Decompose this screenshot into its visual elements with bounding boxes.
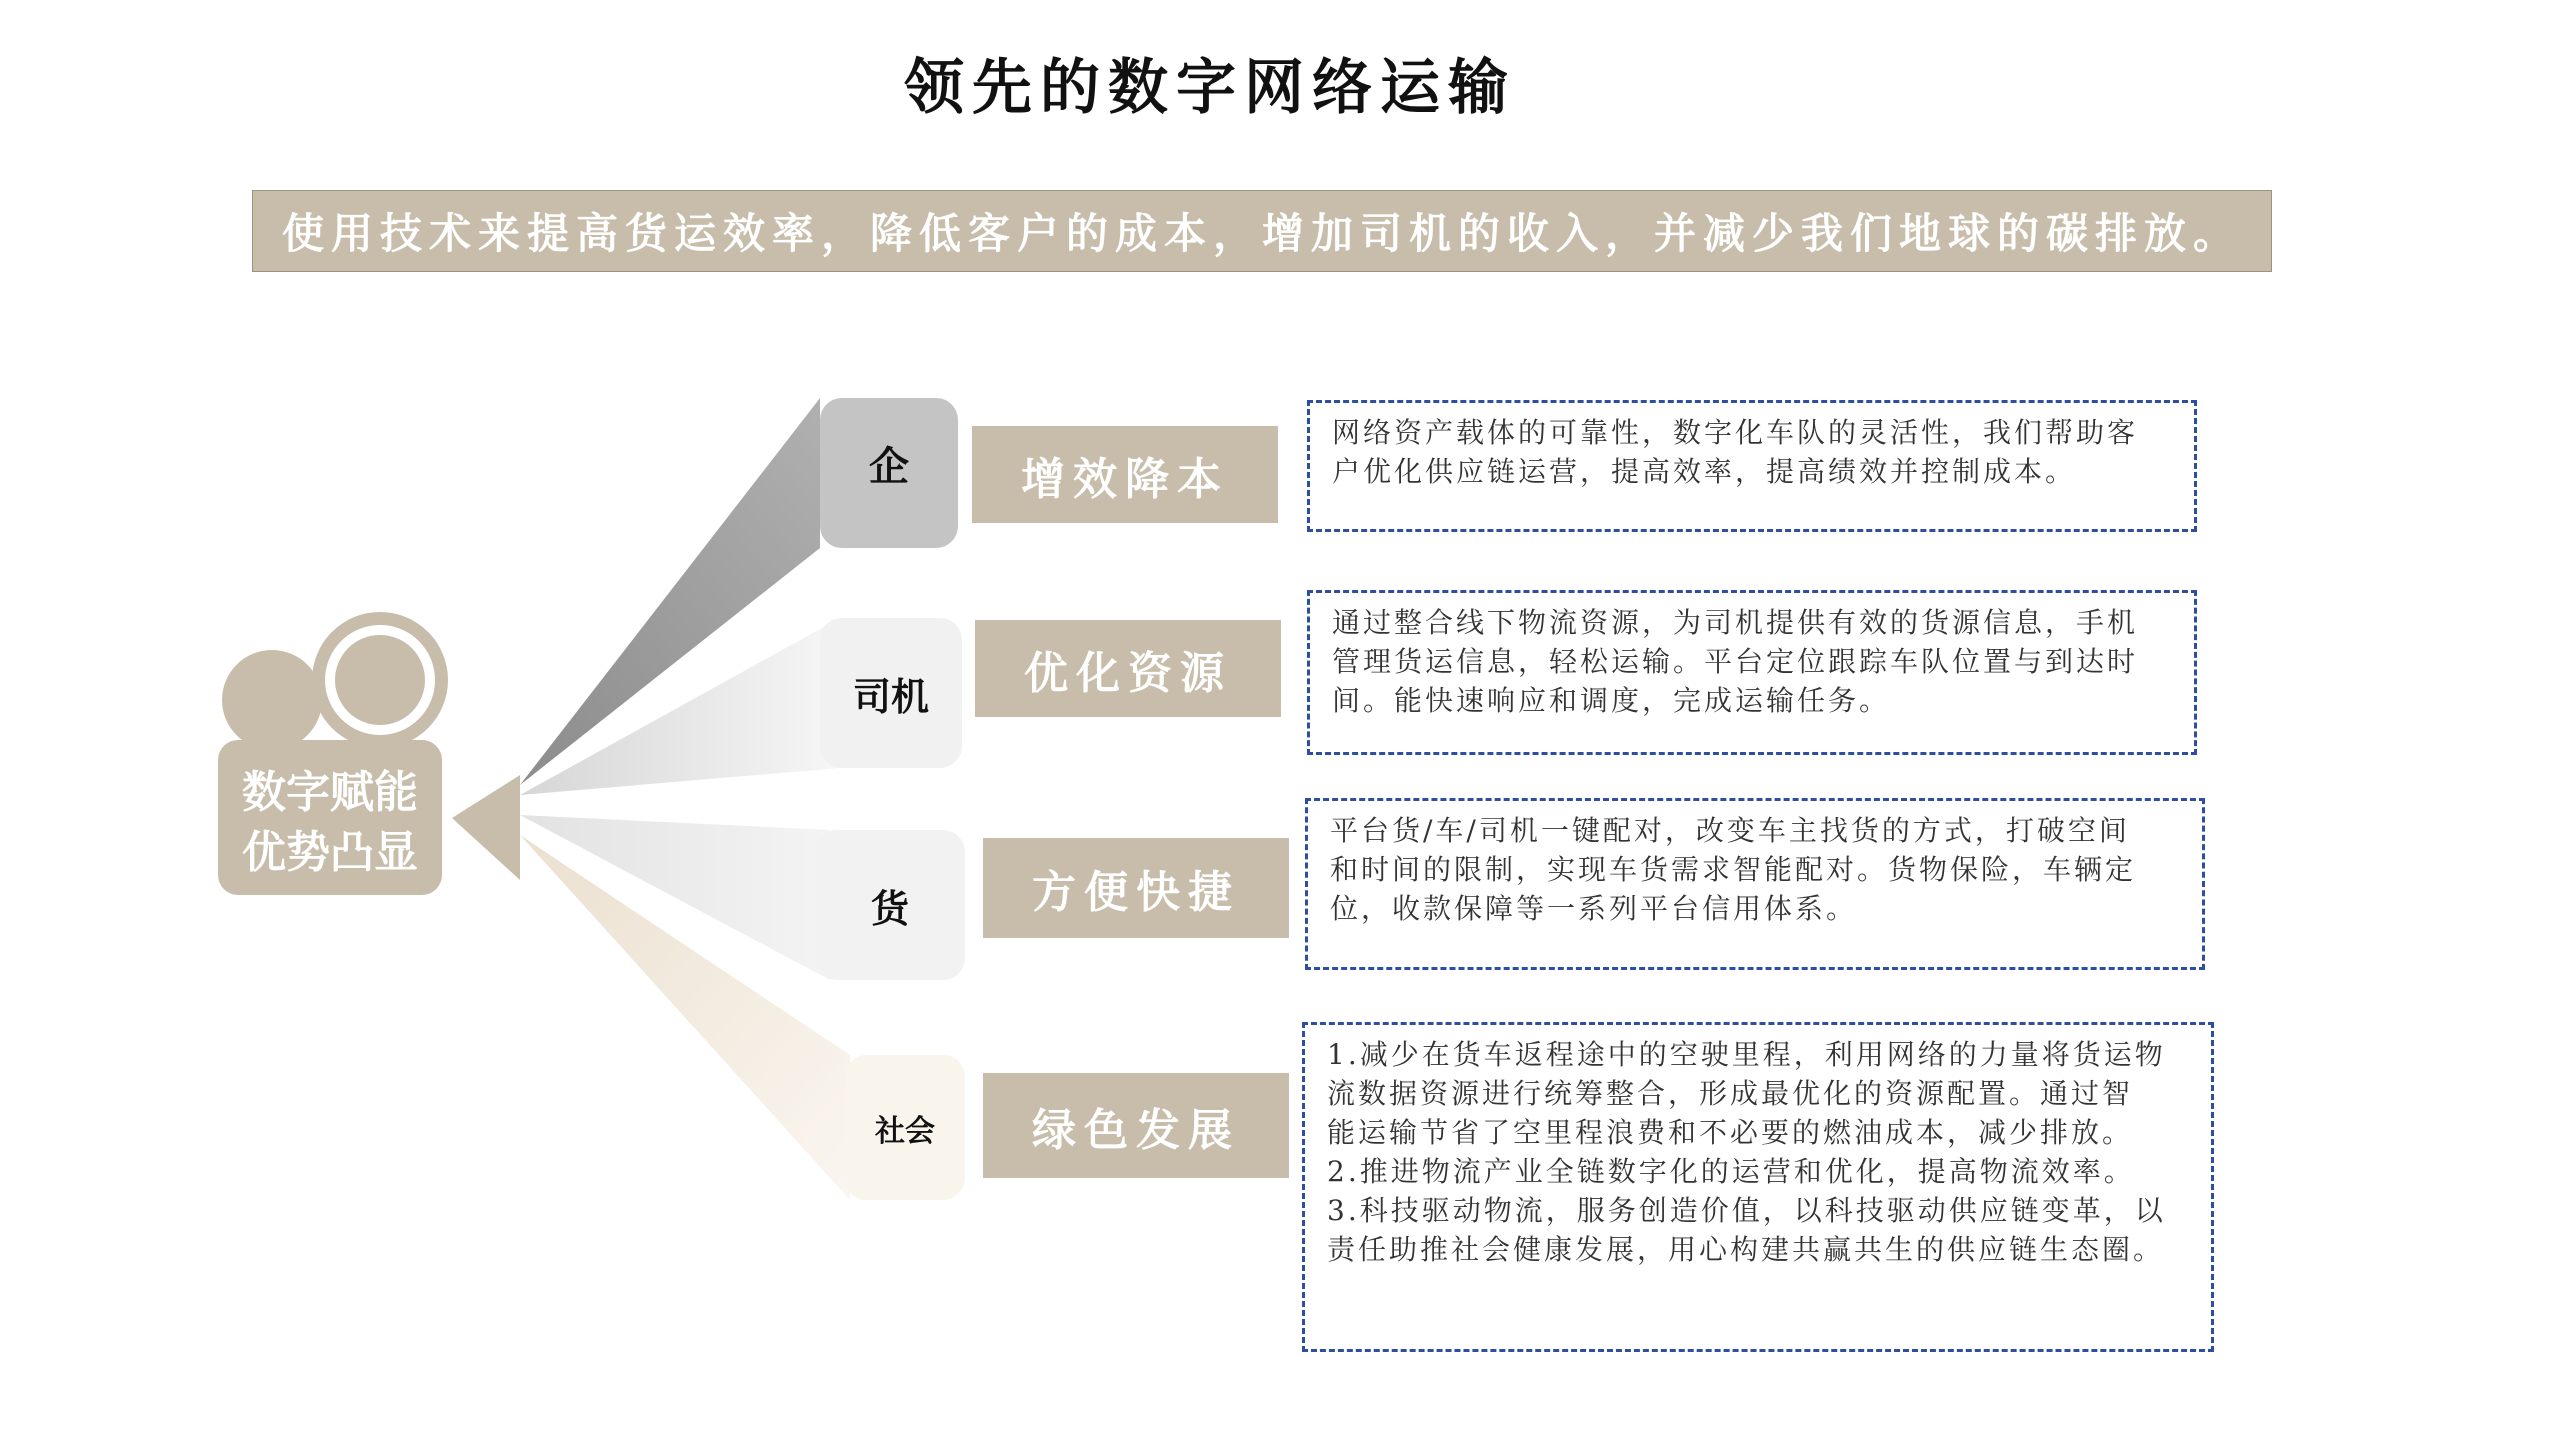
mission-banner: 使用技术来提高货运效率，降低客户的成本，增加司机的收入，并减少我们地球的碳排放。 xyxy=(252,190,2272,272)
keyword-driver: 优化资源 xyxy=(975,620,1281,717)
page-title: 领先的数字网络运输 xyxy=(904,53,1516,123)
keyword-goods: 方便快捷 xyxy=(983,838,1289,938)
hub-label xyxy=(218,748,442,898)
description-line: 间。能快速响应和调度，完成运输任务。 xyxy=(1332,684,1891,717)
category-goods: 货 xyxy=(870,885,909,931)
description-line: 位，收款保障等一系列平台信用体系。 xyxy=(1330,892,1858,925)
description-line: 户优化供应链运营，提高效率，提高绩效并控制成本。 xyxy=(1332,455,2077,488)
description-society xyxy=(1302,1022,2214,1352)
category-driver: 司机 xyxy=(852,673,929,719)
description-line: 网络资产载体的可靠性，数字化车队的灵活性，我们帮助客 xyxy=(1332,416,2139,449)
hub-connector xyxy=(452,775,520,880)
hub-small-circle xyxy=(222,650,322,750)
description-line: 和时间的限制，实现车货需求智能配对。货物保险，车辆定 xyxy=(1330,853,2137,886)
hub-label-line1: 数字赋能 xyxy=(242,767,418,818)
description-line: 平台货/车/司机一键配对，改变车主找货的方式，打破空间 xyxy=(1330,814,2130,847)
description-line: 管理货运信息，轻松运输。平台定位跟踪车队位置与到达时 xyxy=(1332,645,2139,678)
description-line: 2.推进物流产业全链数字化的运营和优化，提高物流效率。 xyxy=(1327,1155,2135,1188)
hub-label-line2: 优势凸显 xyxy=(242,827,418,878)
keyword-enterprise: 增效降本 xyxy=(972,426,1278,523)
description-goods xyxy=(1305,798,2205,970)
keyword-society: 绿色发展 xyxy=(983,1073,1289,1178)
description-line: 能运输节省了空里程浪费和不必要的燃油成本，减少排放。 xyxy=(1327,1116,2134,1149)
description-line: 3.科技驱动物流，服务创造价值，以科技驱动供应链变革，以 xyxy=(1327,1194,2166,1227)
category-enterprise: 企 xyxy=(869,442,909,490)
description-line: 1.减少在货车返程途中的空驶里程，利用网络的力量将货运物 xyxy=(1327,1038,2166,1071)
description-line: 通过整合线下物流资源，为司机提供有效的货源信息，手机 xyxy=(1332,606,2139,639)
category-society: 社会 xyxy=(875,1113,935,1149)
description-driver xyxy=(1307,590,2197,755)
description-line: 责任助推社会健康发展，用心构建共赢共生的供应链生态圈。 xyxy=(1327,1233,2165,1266)
description-enterprise xyxy=(1307,400,2197,532)
description-line: 流数据资源进行统筹整合，形成最优化的资源配置。通过智 xyxy=(1327,1077,2134,1110)
